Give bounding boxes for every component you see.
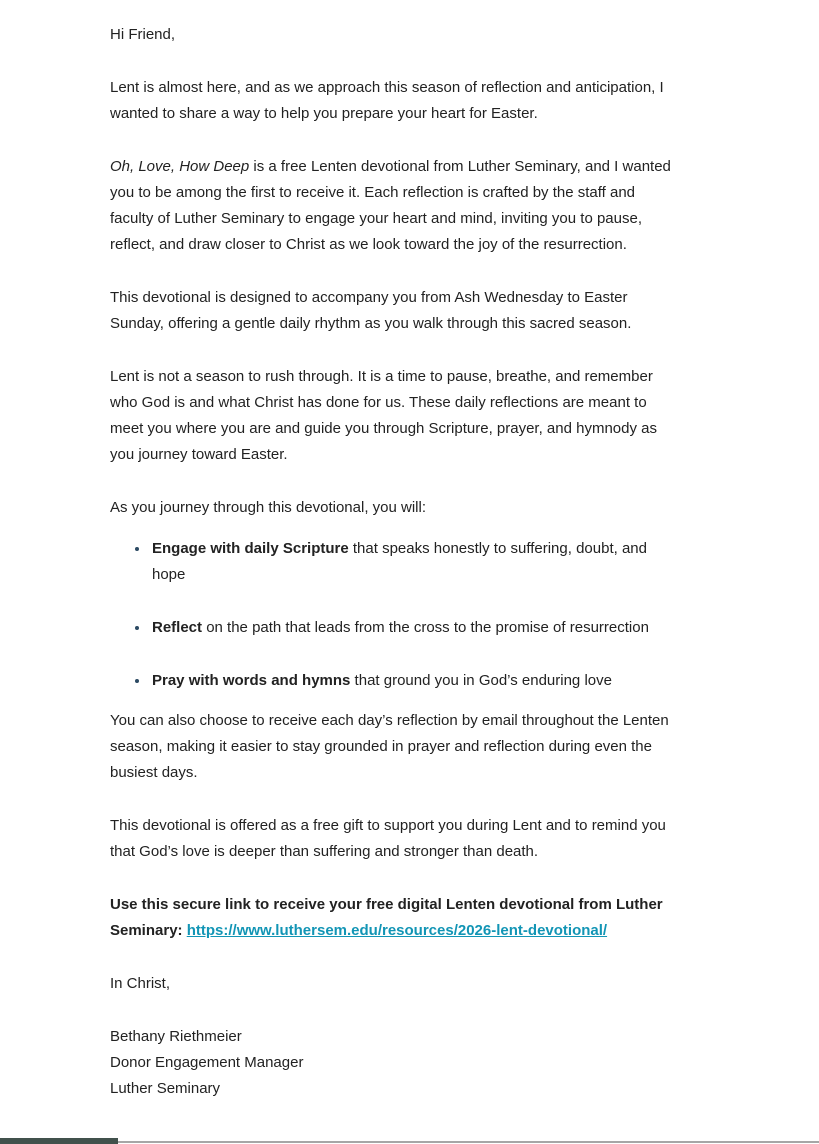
devotional-link[interactable]: https://www.luthersem.edu/resources/2026-lent-devotional/	[186, 922, 608, 939]
paragraph-email-option: You can also choose to receive each day’s reflection by email throughout the Lenten season, making it easier to stay grounded in prayer and reflection during even the busiest days.	[110, 712, 669, 781]
footer-image-top-edge	[0, 1137, 819, 1144]
list-item-engage-text: that speaks honestly to suffering, doubt, and hope	[152, 540, 647, 583]
paragraph-lent-season: Lent is not a season to rush through. It is a time to pause, breathe, and remember who God is and what Christ has done for us. These daily reflections are meant to meet you where you are and guide you through Scripture, prayer, and hymnody as you journey toward Easter.	[110, 368, 657, 463]
paragraph-free-gift: This devotional is offered as a free gift to support you during Lent and to remind you that God’s love is deeper than suffering and stronger than death.	[110, 817, 666, 860]
cta-paragraph	[110, 892, 675, 944]
benefits-list	[110, 536, 675, 694]
list-item-reflect	[150, 615, 675, 641]
list-item-pray-bold: Pray with words and hymns	[152, 672, 351, 689]
paragraph-accompany: This devotional is designed to accompany you from Ash Wednesday to Easter Sunday, offering a gentle daily rhythm as you walk through this sacred season.	[110, 289, 632, 332]
paragraph-intro: Lent is almost here, and as we approach this season of reflection and anticipation, I wanted to share a way to help you prepare your heart for Easter.	[110, 79, 664, 122]
signature-org: Luther Seminary	[110, 1080, 221, 1097]
signature-name: Bethany Riethmeier	[110, 1028, 242, 1045]
paragraph-devotional	[110, 154, 675, 258]
closing: In Christ,	[110, 975, 171, 992]
list-item-reflect-text: on the path that leads from the cross to the promise of resurrection	[202, 619, 649, 636]
list-item-pray-text: that ground you in God’s enduring love	[350, 672, 612, 689]
paragraph-journey-lead: As you journey through this devotional, you will:	[110, 499, 427, 516]
cta-lead-bold: Use this secure link to receive your free digital Lenten devotional from Luther Seminary:	[110, 896, 663, 939]
greeting: Hi Friend,	[110, 26, 176, 43]
list-item-pray	[150, 668, 675, 694]
footer-dark-edge	[0, 1138, 118, 1144]
list-item-engage	[150, 536, 675, 588]
devotional-title-italic: Oh, Love, How Deep	[110, 158, 250, 175]
signature-title: Donor Engagement Manager	[110, 1054, 304, 1071]
footer-divider-line	[118, 1141, 819, 1143]
list-item-engage-bold: Engage with daily Scripture	[152, 540, 349, 557]
paragraph-devotional-rest: is a free Lenten devotional from Luther Seminary, and I wanted you to be among the first to receive it. Each reflection is crafted by the staff and faculty of Luther Seminary to engage your heart and mind, inviting you to pause, reflect, and draw closer to Christ as we look toward the joy of the resurrection.	[110, 158, 671, 253]
list-item-reflect-bold: Reflect	[152, 619, 203, 636]
